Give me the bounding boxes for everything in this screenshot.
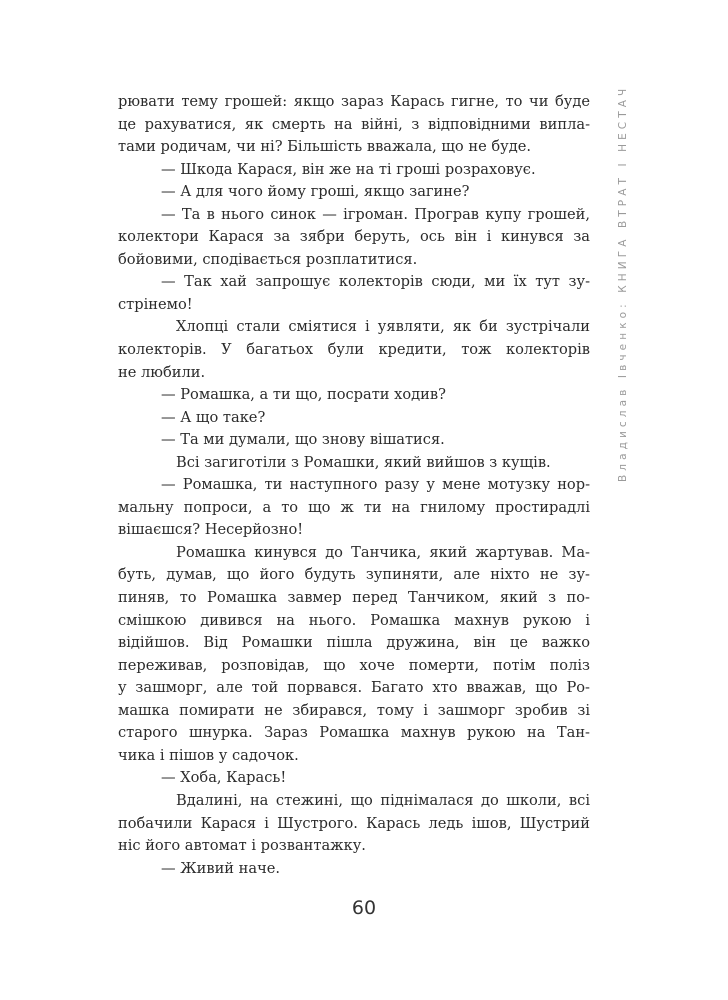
paragraph xyxy=(118,542,590,767)
text-line: — Живий наче. xyxy=(161,859,281,877)
text-line: це рахуватися, як смерть на війні, з відповідними випла- xyxy=(118,115,590,133)
paragraph xyxy=(118,767,590,790)
paragraph xyxy=(118,181,590,204)
paragraph xyxy=(118,452,590,475)
text-line: старого шнурка. Зараз Ромашка махнув рукою на Тан- xyxy=(118,724,590,742)
text-line: колектори Карася за зябри беруть, ось він і кинувся за xyxy=(118,228,590,246)
text-line: не любили. xyxy=(118,363,206,381)
page-number: 60 xyxy=(351,897,377,919)
paragraph xyxy=(118,858,590,881)
text-line: відійшов. Від Ромашки пішла дружина, він це важко xyxy=(118,634,590,652)
paragraph xyxy=(118,790,590,858)
text-line: — Та в нього синок — ігроман. Програв купу грошей, xyxy=(161,205,590,223)
paragraph xyxy=(118,384,590,407)
text-line: у зашморг, але той порвався. Багато хто вважав, що Ро- xyxy=(118,679,590,697)
text-line: — Так хай запрошує колекторів сюди, ми їх тут зу- xyxy=(161,273,590,291)
text-line: переживав, розповідав, що хоче померти, потім поліз xyxy=(118,656,590,674)
paragraph xyxy=(118,316,590,384)
text-line: Хлопці стали сміятися і уявляти, як би зустрічали xyxy=(176,318,590,336)
text-line: — Шкода Карася, він же на ті гроші розраховує. xyxy=(161,160,536,178)
paragraph xyxy=(118,474,590,542)
text-line: тами родичам, чи ні? Більшість вважала, що не буде. xyxy=(118,138,531,156)
text-line: стрінемо! xyxy=(118,295,193,313)
text-line: Вдалині, на стежині, що піднімалася до школи, всі xyxy=(176,791,590,809)
text-line: рювати тему грошей: якщо зараз Карась гигне, то чи буде xyxy=(118,93,590,110)
text-line: машка помирати не збирався, тому і зашморг зробив зі xyxy=(118,701,590,719)
text-line: бойовими, сподівається розплатитися. xyxy=(118,250,418,268)
text-line: ніс його автомат і розвантажку. xyxy=(118,837,366,855)
text-line: пиняв, то Ромашка завмер перед Танчиком, який з по- xyxy=(118,589,590,607)
text-line: Ромашка кинувся до Танчика, який жартував. Ма- xyxy=(176,543,590,561)
text-line: — А для чого йому гроші, якщо загине? xyxy=(161,183,470,201)
paragraph xyxy=(118,204,590,272)
text-line: вішаєшся? Несерйозно! xyxy=(118,521,304,539)
body-text xyxy=(118,91,590,880)
text-line: чика і пішов у садочок. xyxy=(118,746,299,764)
paragraph xyxy=(118,159,590,182)
text-line: смішкою дивився на нього. Ромашка махнув рукою і xyxy=(118,611,590,629)
paragraph xyxy=(118,271,590,316)
paragraph xyxy=(118,407,590,430)
text-line: Всі загиготіли з Ромашки, який вийшов з кущів. xyxy=(176,453,551,471)
text-line: — А що таке? xyxy=(161,408,266,426)
paragraph xyxy=(118,91,590,159)
text-line: — Та ми думали, що знову вішатися. xyxy=(161,431,445,449)
running-head: Владислав Івченко: КНИГА ВТРАТ І НЕСТАЧ xyxy=(617,84,629,482)
text-line: — Ромашка, а ти що, посрати ходив? xyxy=(161,386,446,404)
text-line: — Хоба, Карась! xyxy=(161,769,287,787)
text-line: — Ромашка, ти наступного разу у мене мотузку нор- xyxy=(161,476,590,494)
paragraph xyxy=(118,429,590,452)
text-line: мальну попроси, а то що ж ти на гнилому простирадлі xyxy=(118,498,590,516)
text-line: побачили Карася і Шустрого. Карась ледь ішов, Шустрий xyxy=(118,814,590,832)
text-line: колекторів. У багатьох були кредити, тож колекторів xyxy=(118,341,590,359)
text-line: буть, думав, що його будуть зупиняти, але ніхто не зу- xyxy=(118,566,590,584)
